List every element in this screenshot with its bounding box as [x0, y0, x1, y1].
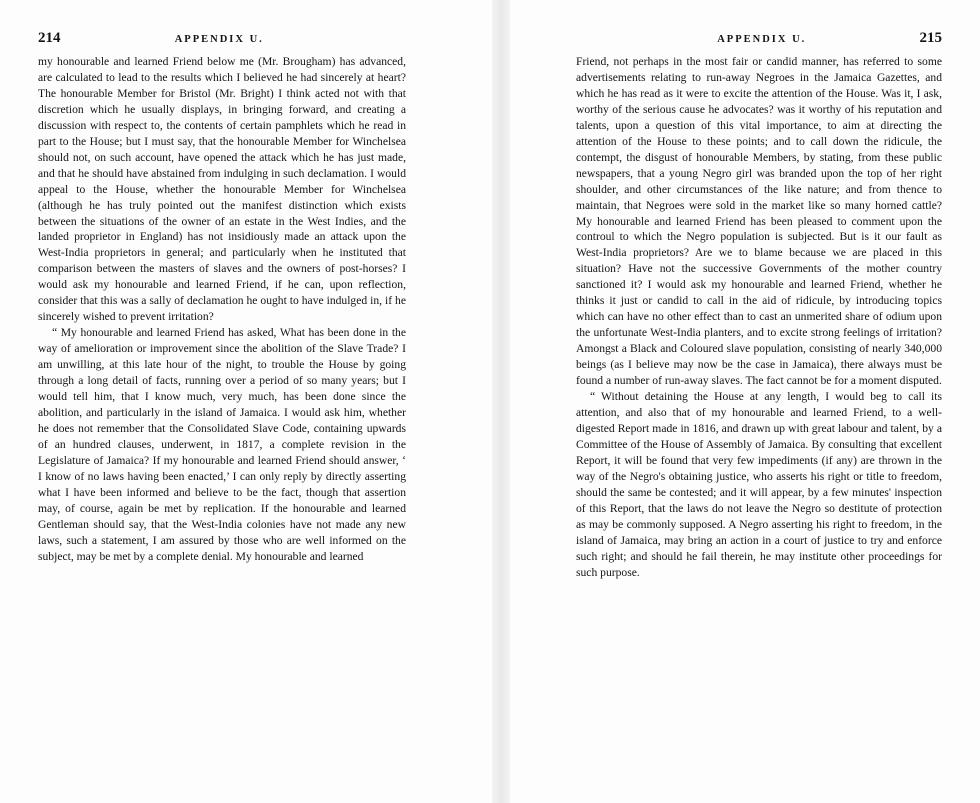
book-gutter [492, 0, 510, 803]
paragraph: my honourable and learned Friend below me (Mr. Brougham) has advanced, are calculated to lead to the results which I believed he had sincerely at heart? The honourable Member for Bristol (Mr. Bright) I think acted not with that discretion which he usually displays, in bringing forward, and creating a discussion with respect to, the contents of certain pamphlets which he read in part to the House; but I must say, that the honourable Member for Winchelsea should not, on such account, have opened the attack which he has just made, and that he should have abstained from indulging in such declamation. I would appeal to the House, whether the honourable Member for Winchelsea (although he has truly pointed out the manifest distinction which exists between the situations of the owner of an estate in the West Indies, and the landed proprietor in England) has not insidiously made an attack upon the West-India proprietors in general; and particularly when he instituted that comparison between the masters of slaves and the owners of post-horses? I would ask my honourable and learned Friend, if he can, upon reflection, consider that this was a sally of declamation he ought to have indulged in, if he sincerely wished to prevent irritation? [38, 55, 406, 324]
left-page-body [38, 54, 406, 565]
paragraph: “ My honourable and learned Friend has asked, What has been done in the way of amelioration or improvement since the abolition of the Slave Trade? I am unwilling, at this late hour of the night, to trouble the House by going through a long detail of facts, running over a period of so many years; but I would tell him, that I know much, very much, has been done since the abolition, and particularly in the island of Jamaica. I would ask him, whether he does not remember that the Consolidated Slave Code, containing upwards of an hundred clauses, underwent, in 1817, a complete revision in the Legislature of Jamaica? If my honourable and learned Friend should answer, ‘ I know of no laws having been enacted,’ I can only reply by directly asserting what I have been informed and believe to be the fact, though that assertion may, of course, again be met by replication. If the honourable and learned Gentleman should say, that the West-India colonies have not made any new laws, such a statement, I am assured by those who are well informed on the subject, may be met by a complete denial. My honourable and learned [38, 326, 406, 563]
left-running-head: APPENDIX U. [174, 34, 264, 45]
right-page-body [576, 54, 942, 580]
paragraph: Friend, not perhaps in the most fair or candid manner, has referred to some advertisements relating to run-away Negroes in the Jamaica Gazettes, and which he has read as it were to excite the attention of the House. Was it, I ask, worthy of the serious cause he advocates? was it worthy of his reputation and talents, upon a question of this vital importance, to aim at directing the attention of the House to these points; and to call down the ridicule, the contempt, the disgust of honourable Members, by stating, from these public newspapers, that a young Negro girl was branded upon the top of her right shoulder, and other circumstances of the like nature; and from thence to maintain, that Negroes were sold in the market like so many horned cattle? My honourable and learned Friend has been pleased to comment upon the controul to which the Negro population is subjected. But is it our fault as West-India proprietors? Are we to blame because we are placed in this situation? Have not the successive Governments of the mother country sanctioned it? I would ask my honourable and learned Friend, whether he thinks it just or candid to call in the aid of ridicule, by introducing topics which can have no other effect than to cast an unmerited share of odium upon the unfortunate West-India planters, and to excite strong feelings of irritation? Amongst a Black and Coloured slave population, consisting of nearly 340,000 beings (as I believe may now be the case in Jamaica), there always must be found a number of run-away slaves. The fact cannot be for a moment disputed. [576, 55, 942, 388]
right-page-number: 215 [919, 30, 942, 46]
right-page-header [576, 30, 942, 52]
left-page-header [38, 30, 406, 52]
left-page [38, 30, 406, 565]
paragraph: “ Without detaining the House at any length, I would beg to call its attention, and also that of my honourable and learned Friend, to a well-digested Report made in 1816, and drawn up with great labour and talent, by a Committee of the House of Assembly of Jamaica. By consulting that excellent Report, it will be found that very few impediments (if any) are thrown in the way of the Negro's obtaining justice, who asserts his right or title to freedom, should the same be contested; and it will appear, by a few minutes' inspection of this Report, that the laws do not leave the Negro so destitute of protection as may be commonly supposed. A Negro asserting his right to freedom, in the island of Jamaica, may bring an action in a court of justice to try and enforce such right; and should he fail therein, he may institute other proceedings for such purpose. [576, 390, 942, 579]
left-page-number: 214 [38, 30, 61, 46]
right-page [576, 30, 942, 580]
right-running-head: APPENDIX U. [717, 34, 807, 45]
